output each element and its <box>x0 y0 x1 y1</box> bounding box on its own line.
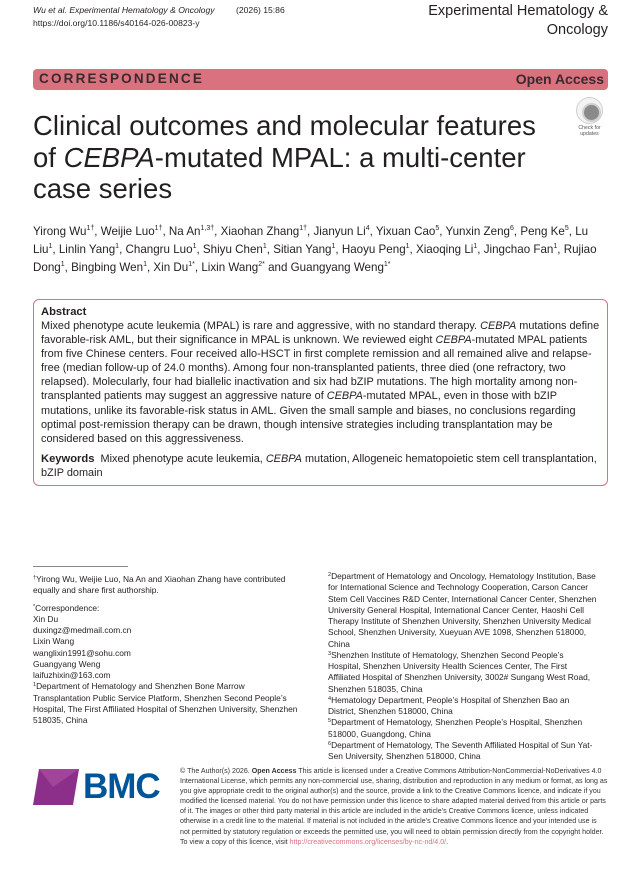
author-separator: , <box>477 243 484 257</box>
author-separator: , <box>146 261 154 275</box>
copyright-text: © The Author(s) 2026. <box>180 767 252 775</box>
correspondent-email[interactable]: duxingz@medmail.com.cn <box>33 625 132 635</box>
abstract-gene-name: CEBPA <box>435 334 472 347</box>
affiliation-number: 6 <box>328 740 332 747</box>
author-separator: , <box>94 225 101 238</box>
author-separator: , <box>568 225 576 238</box>
author-name[interactable] <box>71 261 147 274</box>
author-separator: , <box>369 225 376 238</box>
affiliation-number: 1 <box>33 682 37 689</box>
author-name-text: Guangyang Weng <box>290 261 384 275</box>
author-affiliation-mark: 1† <box>299 225 308 232</box>
keywords-text: Mixed phenotype acute leukemia, <box>100 452 266 465</box>
author-name-text: Weijie Luo <box>100 225 155 238</box>
author-name[interactable] <box>59 243 119 256</box>
affiliation-text: Department of Hematology and Oncology, Hematology Institution, Base for International Science and Technology Cooperation, Carson Cancer Stem Cell Vaccines R&D Center, International Cancer Center, Shenzhen University General Hospital, International Cancer Center, Haoshi Cell Therapy Institute of Shenzhen University, Shenzhen University Medical School, Shenzhen University, Xueyuan AVE 1098, Shenzhen 518000, China <box>328 571 597 649</box>
author-name[interactable] <box>376 225 439 238</box>
author-name-text: Xiaohan Zhang <box>220 225 300 238</box>
author-name[interactable] <box>169 225 214 238</box>
keywords-text: mutation, Allogeneic hematopoietic stem cell transplantation, bZIP domain <box>41 452 597 479</box>
author-affiliation-mark: 1 <box>143 261 147 269</box>
author-affiliation-mark: 1,3† <box>200 225 215 232</box>
citation-year-volume: (2026) 15:86 <box>236 5 285 15</box>
author-separator: , <box>557 243 564 257</box>
affiliation-text: Hematology Department, People’s Hospital of Shenzhen Bao an District, Shenzhen 518000, China <box>328 694 570 716</box>
journal-name-line-1: Experimental Hematology & <box>428 3 608 19</box>
affiliation-number: 3 <box>328 650 332 657</box>
author-separator: , <box>119 243 126 257</box>
bmc-logo <box>33 768 163 806</box>
author-name-text: Sitian Yang <box>273 243 332 257</box>
author-affiliation-mark: 1† <box>154 225 163 232</box>
author-name[interactable] <box>484 243 558 256</box>
check-for-updates-icon <box>576 97 603 124</box>
author-name-text: Changru Luo <box>125 243 193 257</box>
author-name-text: Peng Ke <box>520 225 565 238</box>
author-name-text: Yirong Wu <box>33 225 87 238</box>
author-name-text: Rujiao Dong <box>33 243 597 275</box>
correspondence-label: Correspondence: <box>35 602 100 613</box>
author-separator: , <box>214 225 221 238</box>
journal-name <box>428 2 608 39</box>
author-affiliation-mark: 5 <box>435 225 440 232</box>
doi-link[interactable]: https://doi.org/10.1186/s40164-026-00823-y <box>33 17 200 28</box>
author-separator: , <box>52 243 59 257</box>
author-affiliation-mark: 5 <box>564 225 569 232</box>
footnote-mark: † <box>33 575 37 581</box>
author-name-text: Xiaoqing Li <box>416 243 474 257</box>
author-name-text: Xin Du <box>153 261 189 275</box>
author-separator: , <box>266 243 274 257</box>
affiliation-5 <box>328 717 598 740</box>
article-type-banner <box>33 69 608 90</box>
author-separator: , <box>64 261 72 275</box>
author-name[interactable] <box>291 261 391 274</box>
author-separator: , <box>439 225 446 238</box>
author-name[interactable] <box>201 261 265 274</box>
affiliation-text: Shenzhen Institute of Hematology, Shenzhen Second People’s Hospital, Shenzhen University Health Sciences Center, The First Affiliated Hospital of Shenzhen University, 3002# Sungang West Road, Shenzhen 518035, China <box>328 649 591 694</box>
author-name[interactable] <box>101 225 163 238</box>
abstract-gene-name: CEBPA <box>480 320 517 332</box>
correspondent-name: Lixin Wang <box>33 636 75 647</box>
author-name[interactable] <box>126 243 197 256</box>
author-name[interactable] <box>342 243 410 256</box>
check-for-updates-line-1: Check for <box>578 125 601 131</box>
author-separator: , <box>409 243 416 257</box>
article-category: CORRESPONDENCE <box>39 71 205 86</box>
check-for-updates-label <box>572 125 607 137</box>
author-name[interactable] <box>273 243 335 256</box>
affiliation-text: Department of Hematology and Shenzhen Bone Marrow Transplantation Public Service Platform, Shenzhen Second People’s Hospital, The First Affiliated Hospital of Shenzhen University, Shenzhen 518035, China <box>33 681 298 725</box>
abstract-segment: -mutated MPAL, even in those with bZIP mutations, unlike its favorable-risk status in AML. Given the small sample and biases, no conclusions regarding optimal post-remission therapy can be drawn, though intensive strategies including transplantation may be considered based on this aggressiveness. <box>41 390 576 445</box>
correspondent-email[interactable]: laifuzhixin@163.com <box>33 670 111 680</box>
check-for-updates-line-2: updates <box>580 131 599 137</box>
license-text: This article is licensed under a Creative Commons Attribution-NonCommercial-NoDerivatives 4.0 International License, which permits any non-commercial use, sharing, distribution and reproduction in any medium or format, as long as you give appropriate credit to the original author(s) and the source, provide a link to the Creative Commons licence, and indicate if you modified the licensed material. You do not have permission under this licence to share adapted material derived from this article or parts of it. The images or other third party material in this article are included in the article’s Creative Commons licence, unless indicated otherwise in a credit line to the material. If material is not included in the article’s Creative Commons licence and your intended use is not permitted by statutory regulation or exceeds the permitted use, you will need to obtain permission directly from the copyright holder. To view a copy of this licence, visit <box>180 767 608 846</box>
author-name-text: Lu Liu <box>33 225 589 257</box>
title-text-1: Clinical outcomes and molecular features of <box>33 110 536 173</box>
correspondent-name: Guangyang Weng <box>33 658 101 669</box>
author-affiliation-mark: 6 <box>509 225 514 232</box>
affiliation-text: Department of Hematology, The Seventh Affiliated Hospital of Sun Yat-Sen University, Shenzhen 518000, China <box>328 739 593 761</box>
author-name[interactable] <box>520 225 568 238</box>
citation-line <box>33 4 285 17</box>
author-affiliation-mark: 1 <box>553 243 558 251</box>
citation-authors: Wu et al. <box>33 5 67 15</box>
bmc-logo-mark <box>33 769 79 805</box>
author-name[interactable] <box>203 243 267 256</box>
abstract-heading: Abstract <box>41 306 87 318</box>
abstract-text <box>41 319 600 446</box>
open-access-label-inline: Open Access <box>251 767 297 775</box>
equal-contribution-note <box>33 574 303 597</box>
abstract-segment: -mutated MPAL patients from five Chinese centers. Four received allo-HSCT in first complete remission and all remained alive and relapse-free (median follow-up of 24.0 months). Among four non-transplanted patients, three died (one refractory, two relapsed). Molecularly, four had biallelic inactivation and six had bZIP mutations. The high mortality among non-transplanted patients may suggest an aggressive nature of <box>41 334 592 403</box>
author-separator: , <box>335 243 342 257</box>
author-separator: , <box>196 243 203 257</box>
author-affiliation-mark: 1 <box>331 243 336 251</box>
abstract-box <box>33 299 608 486</box>
affiliation-2 <box>328 571 598 650</box>
author-affiliation-mark: 4 <box>365 225 370 232</box>
author-separator: , <box>162 225 169 238</box>
journal-name-line-2: Oncology <box>546 21 608 38</box>
affiliation-number: 4 <box>328 695 332 702</box>
author-affiliation-mark: 1 <box>48 243 53 251</box>
affiliation-4 <box>328 695 598 718</box>
title-text-2: -mutated MPAL: a multi-center case series <box>33 141 526 204</box>
footnotes-left <box>33 574 303 726</box>
author-name-text: Lixin Wang <box>201 261 259 275</box>
author-name-text: Haoyu Peng <box>341 243 406 257</box>
affiliation-number: 2 <box>328 572 332 578</box>
abstract-gene-name: CEBPA <box>326 390 363 403</box>
citation-journal: Experimental Hematology & Oncology <box>69 5 215 15</box>
correspondent-email[interactable]: wanglixin1991@sohu.com <box>33 647 131 658</box>
author-name-text: Yixuan Cao <box>375 225 436 238</box>
author-name-text: Yunxin Zeng <box>445 225 510 238</box>
author-separator: and <box>264 261 291 275</box>
author-name-text: Jianyun Li <box>313 225 366 238</box>
equal-contribution-text: Yirong Wu, Weijie Luo, Na An and Xiaohan Zhang have contributed equally and share first authorship. <box>33 574 286 596</box>
footnotes-right <box>328 571 598 762</box>
author-name[interactable] <box>33 225 94 238</box>
footnote-mark: * <box>33 603 36 610</box>
author-affiliation-mark: 1 <box>473 243 478 251</box>
author-separator: , <box>194 261 202 275</box>
affiliation-text: Department of Hematology, Shenzhen People’s Hospital, Shenzhen 518000, Guangdong, China <box>328 717 583 739</box>
article-title <box>33 110 553 205</box>
footnote-divider <box>33 566 128 567</box>
author-name[interactable] <box>221 225 307 238</box>
author-name[interactable] <box>153 261 194 274</box>
open-access-label: Open Access <box>515 71 604 87</box>
author-affiliation-mark: 1 <box>262 243 267 251</box>
abstract-segment: Mixed phenotype acute leukemia (MPAL) is rare and aggressive, with no standard therapy. <box>41 320 481 332</box>
author-name-text: Jingchao Fan <box>483 243 554 257</box>
author-affiliation-mark: 1* <box>188 261 195 269</box>
author-separator: , <box>513 225 521 238</box>
affiliation-1 <box>33 681 303 726</box>
title-gene-name: CEBPA <box>63 141 155 173</box>
author-name[interactable] <box>446 225 514 238</box>
author-name-text: Linlin Yang <box>58 243 116 257</box>
author-separator: , <box>307 225 314 238</box>
license-end: . <box>446 837 449 846</box>
keywords <box>41 452 600 480</box>
keywords-heading: Keywords <box>41 452 95 465</box>
license-statement <box>180 766 608 847</box>
author-name[interactable] <box>314 225 370 238</box>
author-affiliation-mark: 1 <box>115 243 120 251</box>
license-link[interactable]: http://creativecommons.org/licenses/by-nc-nd/4.0/ <box>289 837 447 846</box>
running-header <box>33 4 285 29</box>
affiliation-number: 5 <box>328 718 332 725</box>
author-affiliation-mark: 1 <box>60 261 65 269</box>
author-affiliation-mark: 1 <box>405 243 410 251</box>
abstract-segment: mutations define favorable-risk AML, but their significance in MPAL is unknown. We reviewed eight <box>41 320 600 347</box>
bmc-logo-text: BMC <box>83 767 160 806</box>
author-name[interactable] <box>416 243 477 256</box>
author-affiliation-mark: 2* <box>258 261 265 269</box>
author-affiliation-mark: 1 <box>192 243 197 251</box>
author-name-text: Bingbing Wen <box>71 261 144 275</box>
affiliation-6 <box>328 740 598 763</box>
author-affiliation-mark: 1† <box>86 225 95 232</box>
author-affiliation-mark: 1* <box>383 261 391 269</box>
affiliation-3 <box>328 650 598 695</box>
author-name-text: Na An <box>168 225 201 238</box>
correspondence-heading <box>33 603 303 614</box>
keywords-gene-name: CEBPA <box>265 452 302 465</box>
correspondent-name: Xin Du <box>33 613 59 624</box>
check-for-updates-button[interactable] <box>572 97 607 137</box>
author-name-text: Shiyu Chen <box>202 243 263 257</box>
author-list <box>33 223 603 278</box>
